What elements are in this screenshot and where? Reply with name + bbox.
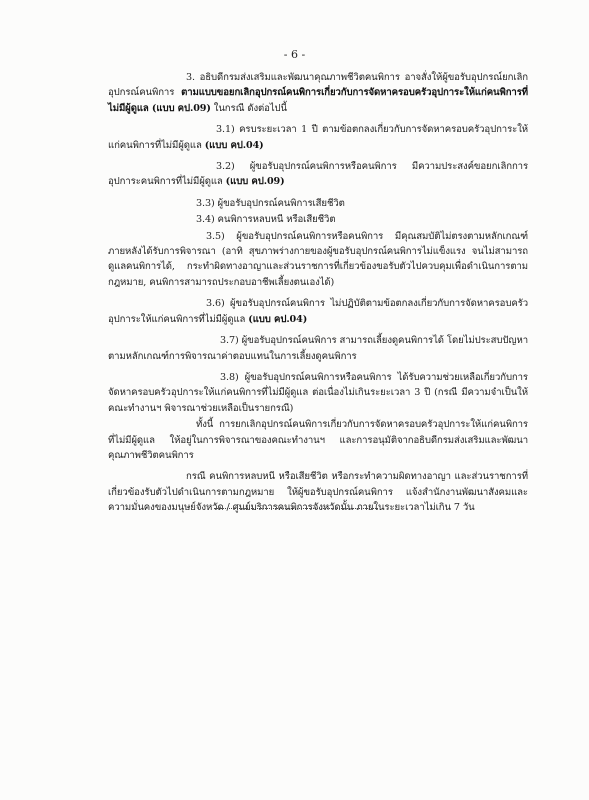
paragraph-3: 3. อธิบดีกรมส่งเสริมและพัฒนาคุณภาพชีวิตคนพิการ อาจสั่งให้ผู้ขอรับอุปกรณ์ยกเลิกอุปกรณ์คนพิการ ตามแบบขอยกเลิกอุปกรณ์คนพิการเกี่ยวกับการจัดหาครอบครัวอุปการะให้แก่คนพิการที่ไม่มีผู้ดูแล (แบบ คป.09) ในกรณี ดังต่อไปนี้ bbox=[108, 72, 528, 114]
paragraph-escape-case: กรณี คนพิการหลบหนี หรือเสียชีวิต หรือกระทำความผิดทางอาญา และส่วนราชการที่เกี่ยวข้องรับตัวไปดำเนินการตามกฎหมาย ให้ผู้ขอรับอุปกรณ์คนพิการ แจ้งสำนักงานพัฒนาสังคมและความมั่นคงของมนุษย์จังหวัด / ศูนย์บริการคนพิการจังหวัดนั้น ภายในระยะเวลาไม่เกิน 7 วัน bbox=[108, 471, 528, 514]
page-number: - 6 - bbox=[283, 48, 306, 61]
end-dotted-line bbox=[214, 508, 378, 509]
paragraph-note: ทั้งนี้ การยกเลิกอุปกรณ์คนพิการเกี่ยวกับการจัดหาครอบครัวอุปการะให้แก่คนพิการที่ไม่มีผู้ดูแล ให้อยู่ในการพิจารณาของคณะทำงานฯ และการอนุมัติจากอธิบดีกรมส่งเสริมและพัฒนาคุณภาพชีวิตคนพิการ bbox=[108, 419, 528, 461]
paragraph-3-4: 3.4) คนพิการหลบหนี หรือเสียชีวิต bbox=[196, 214, 336, 226]
paragraph-3-2: 3.2) ผู้ขอรับอุปกรณ์คนพิการหรือคนพิการ มีความประสงค์ขอยกเลิกการอุปการะคนพิการที่ไม่มีผู้ดูแล (แบบ คป.09) bbox=[108, 161, 528, 188]
paragraph-3-1: 3.1) ครบระยะเวลา 1 ปี ตามข้อตกลงเกี่ยวกับการจัดหาครอบครัวอุปการะให้แก่คนพิการที่ไม่มีผู้ดูแล (แบบ คป.04) bbox=[108, 124, 528, 151]
paragraph-3-5: 3.5) ผู้ขอรับอุปกรณ์คนพิการหรือคนพิการ มีคุณสมบัติไม่ตรงตามหลักเกณฑ์ ภายหลังได้รับการพิจารณา (อาทิ สุขภาพร่างกายของผู้ขอรับอุปกรณ์คนพิการไม่แข็งแรง จนไม่สามารถดูแลคนพิการได้, กระทำผิดทางอาญาและส่วนราชการที่เกี่ยวข้องขอรับตัวไปควบคุมเพื่อดำเนินการตามกฎหมาย, คนพิการสามารถประกอบอาชีพเลี้ยงตนเองได้) bbox=[108, 230, 528, 288]
paragraph-3-7: 3.7) ผู้ขอรับอุปกรณ์คนพิการ สามารถเลี้ยงดูคนพิการได้ โดยไม่ประสบปัญหาตามหลักเกณฑ์การพิจารณาค่าตอบแทนในการเลี้ยงดูคนพิการ bbox=[108, 335, 528, 362]
paragraph-3-3: 3.3) ผู้ขอรับอุปกรณ์คนพิการเสียชีวิต bbox=[196, 197, 345, 209]
paragraph-3-6: 3.6) ผู้ขอรับอุปกรณ์คนพิการ ไม่ปฏิบัติตามข้อตกลงเกี่ยวกับการจัดหาครอบครัวอุปการะให้แก่คนพิการที่ไม่มีผู้ดูแล (แบบ คป.04) bbox=[108, 298, 528, 325]
paragraph-3-8: 3.8) ผู้ขอรับอุปกรณ์คนพิการหรือคนพิการ ได้รับความช่วยเหลือเกี่ยวกับการจัดหาครอบครัวอุปการะให้แก่คนพิการที่ไม่มีผู้ดูแล ต่อเนื่องไม่เกินระยะเวลา 3 ปี (กรณี มีความจำเป็นให้คณะทำงานฯ พิจารณาช่วยเหลือเป็นรายกรณี) bbox=[108, 371, 528, 414]
document-body bbox=[108, 70, 528, 522]
